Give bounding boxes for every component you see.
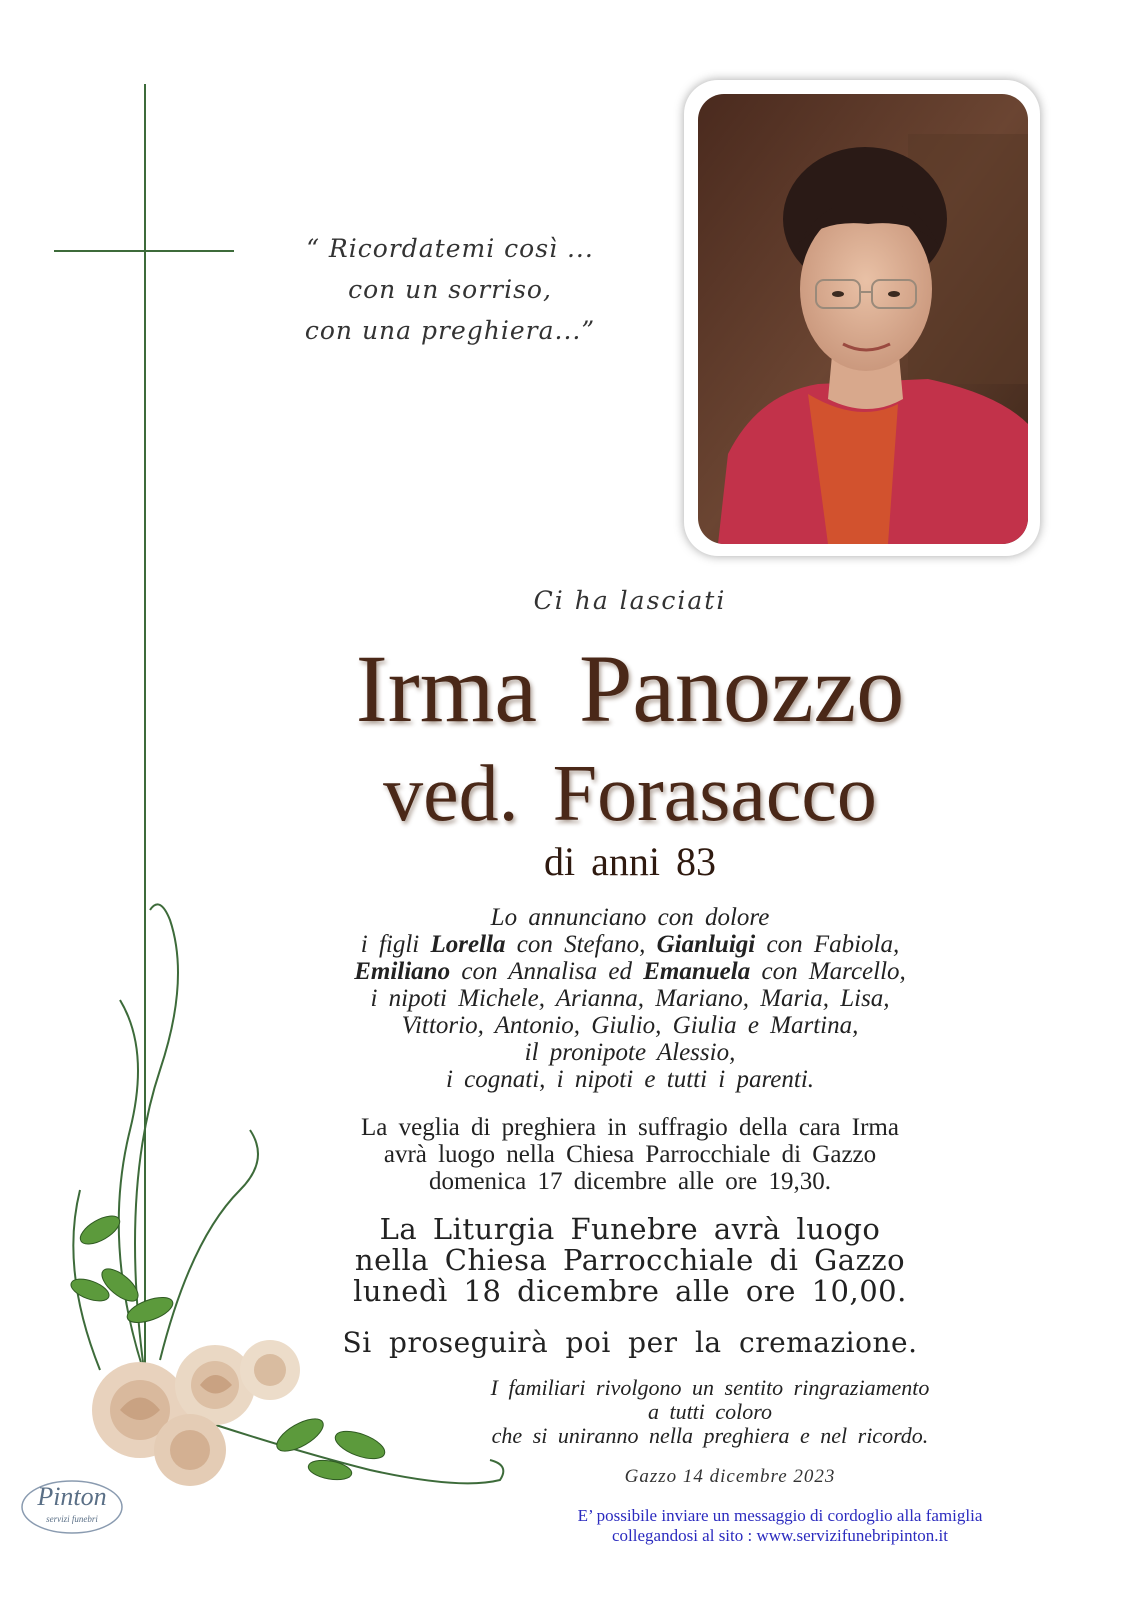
- family-line: i nipoti Michele, Arianna, Mariano, Maria, Lisa,: [370, 985, 890, 1012]
- condolence-info: [500, 1506, 1060, 1546]
- intro-text: Ci ha lasciati: [533, 586, 727, 615]
- deceased-married-name: ved. Forasacco: [383, 750, 877, 838]
- funeral-line: La Liturgia Funebre avrà luogo: [379, 1212, 881, 1246]
- family-line: i figli Lorella con Stefano, Gianluigi con Fabiola,: [360, 931, 900, 958]
- family-line: il pronipote Alessio,: [524, 1039, 736, 1066]
- thanks-line: a tutti coloro: [647, 1399, 773, 1424]
- deceased-age: di anni 83: [544, 839, 716, 884]
- roses-decoration-icon: [40, 890, 520, 1510]
- thanks-line: I familiari rivolgono un sentito ringraziamento: [490, 1375, 930, 1400]
- logo-name: Pinton: [37, 1482, 107, 1511]
- quote-line: con un sorriso,: [348, 275, 552, 304]
- condolence-link[interactable]: collegandosi al sito : www.servizifunebripinton.it: [612, 1526, 948, 1545]
- condolence-line: E’ possibile inviare un messaggio di cordoglio alla famiglia: [577, 1506, 983, 1525]
- quote-line: con una preghiera...”: [304, 316, 596, 345]
- announcement-date: Gazzo 14 dicembre 2023: [624, 1466, 836, 1487]
- memorial-quote: [300, 228, 600, 351]
- cross-horizontal-line: [54, 250, 234, 252]
- vigil-line: La veglia di preghiera in suffragio della cara Irma: [361, 1114, 899, 1141]
- cremation-note: Si proseguirà poi per la cremazione.: [342, 1326, 918, 1359]
- thanks-line: che si uniranno nella preghiera e nel ricordo.: [491, 1423, 929, 1448]
- vigil-line: domenica 17 dicembre alle ore 19,30.: [429, 1168, 831, 1195]
- family-line: Emiliano con Annalisa ed Emanuela con Marcello,: [354, 958, 906, 985]
- family-line: Lo annunciano con dolore: [490, 904, 770, 931]
- deceased-name: Irma Panozzo: [355, 635, 905, 742]
- portrait-photo: [698, 94, 1028, 544]
- family-line: Vittorio, Antonio, Giulio, Giulia e Martina,: [401, 1012, 859, 1039]
- funeral-line: nella Chiesa Parrocchiale di Gazzo: [354, 1243, 906, 1277]
- family-line: i cognati, i nipoti e tutti i parenti.: [445, 1066, 815, 1093]
- vigil-line: avrà luogo nella Chiesa Parrocchiale di Gazzo: [383, 1141, 877, 1168]
- funeral-line: lunedì 18 dicembre alle ore 10,00.: [353, 1274, 907, 1308]
- quote-line: “ Ricordatemi così ...: [306, 234, 594, 263]
- logo-subtitle: servizi funebri: [46, 1514, 98, 1524]
